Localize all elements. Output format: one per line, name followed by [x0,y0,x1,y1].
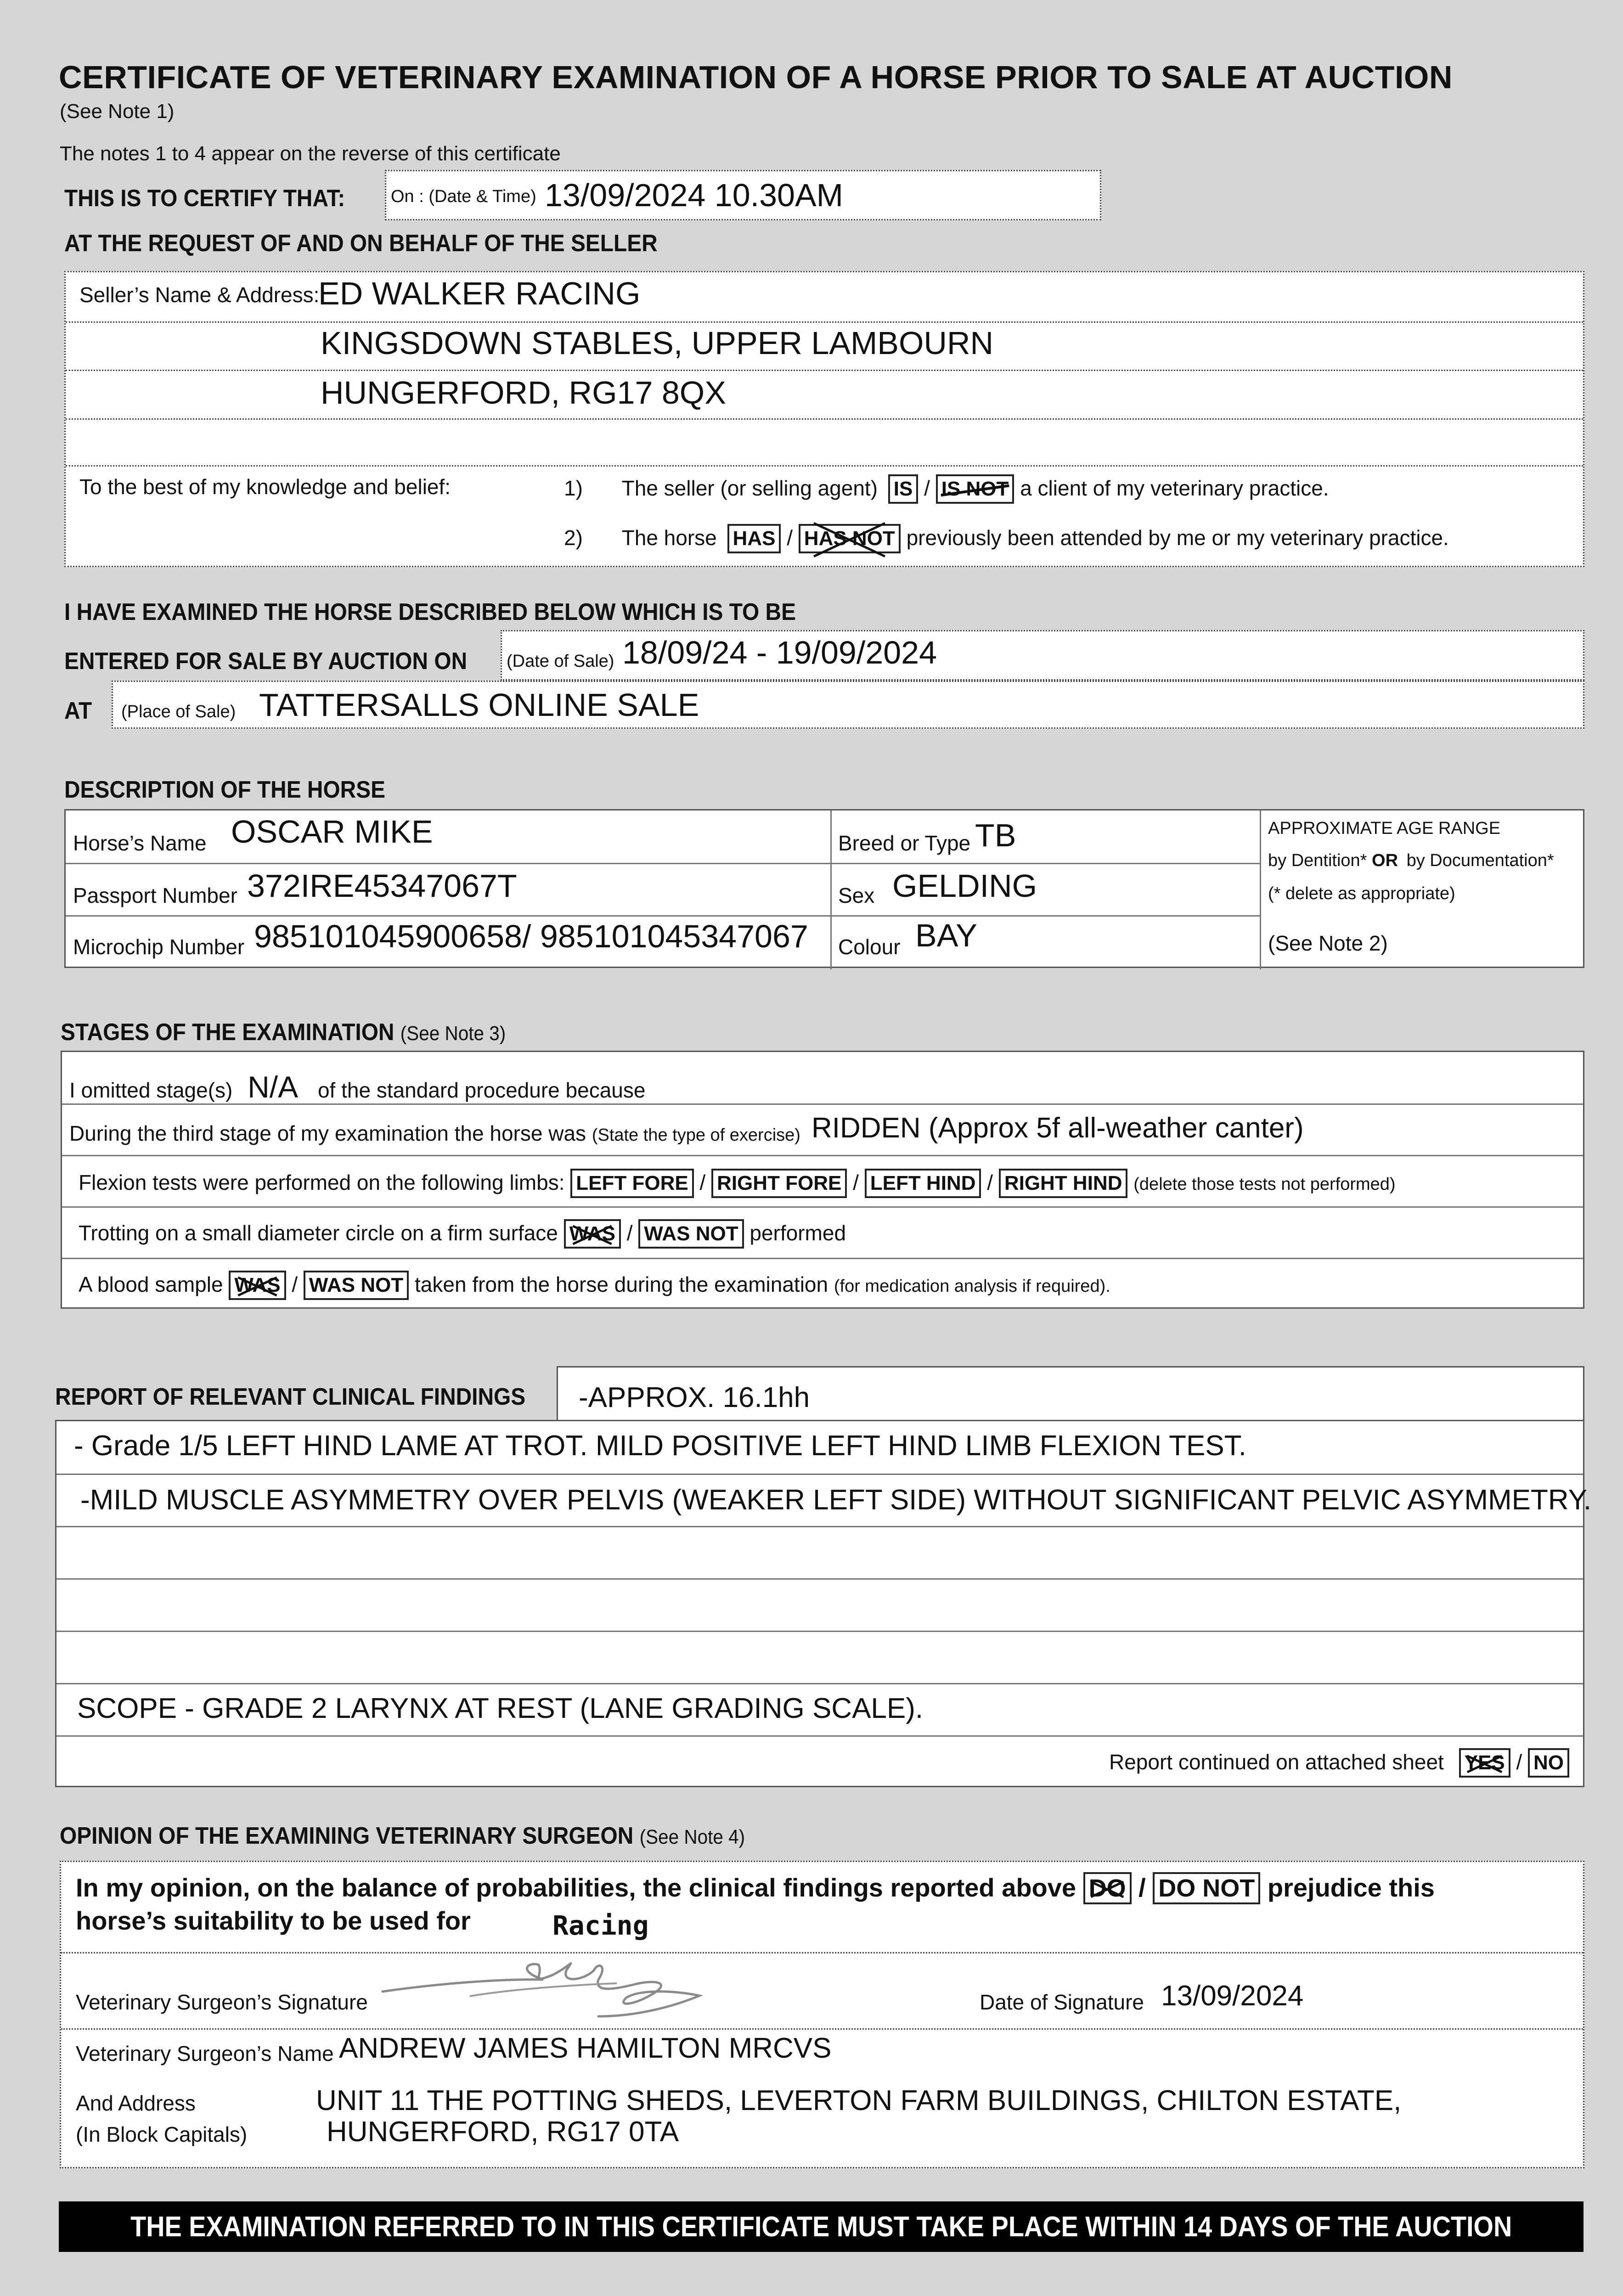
signature-image [378,1952,791,2026]
trot-was-not-option[interactable]: WAS NOT [638,1219,744,1249]
certificate-title: CERTIFICATE OF VETERINARY EXAMINATION OF A HORSE PRIOR TO SALE AT AUCTION [59,59,1453,95]
blood-was-option[interactable]: WAS [229,1271,286,1300]
statement-1-post: a client of my veterinary practice. [1020,476,1329,500]
separator: / [987,1171,993,1194]
third-stage-label: During the third stage of my examination the horse was [69,1121,586,1145]
statement-1 [564,474,1329,504]
intended-use-value[interactable]: Racing [552,1910,649,1941]
date-time-value: 13/09/2024 10.30AM [545,177,843,213]
flexion-note: (delete those tests not performed) [1133,1175,1396,1194]
seller-label: Seller’s Name & Address: [79,283,320,307]
date-of-sale-label: (Date of Sale) [507,652,614,671]
by-dentition-option[interactable]: by Dentition* [1268,851,1367,870]
trot-row [79,1219,846,1249]
report-lines [55,1420,1592,1787]
statement-1-number: 1) [564,476,583,500]
address-block-caps-label: (In Block Capitals) [76,2122,248,2146]
seller-line-3[interactable]: HUNGERFORD, RG17 8QX [321,375,726,411]
report-line-3[interactable]: SCOPE - GRADE 2 LARYNX AT REST (LANE GRADING SCALE). [77,1693,924,1724]
continued-yes-option[interactable]: YES [1459,1748,1510,1778]
blood-post: taken from the horse during the examination [415,1272,828,1296]
separator: / [1516,1750,1522,1774]
omitted-post: of the standard procedure because [317,1078,646,1102]
notes-line: The notes 1 to 4 appear on the reverse of this certificate [60,142,561,165]
blood-was-not-option[interactable]: WAS NOT [304,1271,409,1300]
opinion-line-1 [76,1872,1435,1904]
seller-section [64,271,1584,567]
separator: / [626,1221,633,1245]
statement-1-text: The seller (or selling agent) [621,476,878,500]
see-note-3: (See Note 3) [400,1022,506,1045]
opinion-label [60,1822,745,1850]
or-label: OR [1372,851,1398,870]
separator: / [853,1171,859,1194]
delete-note: (* delete as appropriate) [1268,884,1455,903]
footer-text: THE EXAMINATION REFERRED TO IN THIS CERTIFICATE MUST TAKE PLACE WITHIN 14 DAYS OF THE AUCTION [130,2211,1512,2243]
continued-no-option[interactable]: NO [1528,1748,1569,1778]
opinion-text-2: horse’s suitability to be used for [76,1906,471,1935]
address-line-1[interactable]: UNIT 11 THE POTTING SHEDS, LEVERTON FARM BUILDINGS, CHILTON ESTATE, [316,2085,1402,2116]
at-label: AT [64,698,92,724]
knowledge-label: To the best of my knowledge and belief: [79,475,451,499]
statement-2-post: previously been attended by me or my veterinary practice. [906,526,1449,550]
statement-2-number: 2) [564,526,583,550]
trot-was-option[interactable]: WAS [564,1219,621,1249]
horse-name-label: Horse’s Name [73,831,207,855]
see-note-2: (See Note 2) [1268,931,1388,955]
report-first-line-field[interactable] [557,1366,1584,1421]
exercise-type-hint: (State the type of exercise) [592,1125,800,1145]
age-range-method [1268,851,1554,871]
opinion-text-1: In my opinion, on the balance of probabilities, the clinical findings reported above [76,1873,1076,1902]
age-range-title: APPROXIMATE AGE RANGE [1268,819,1501,838]
stages-title: STAGES OF THE EXAMINATION [61,1019,394,1046]
place-of-sale-value: TATTERSALLS ONLINE SALE [259,687,699,723]
date-of-sale-field[interactable] [501,630,1584,681]
date-of-signature-value[interactable]: 13/09/2024 [1161,1980,1304,2012]
report-line-2[interactable]: -MILD MUSCLE ASYMMETRY OVER PELVIS (WEAKER LEFT SIDE) WITHOUT SIGNIFICANT PELVIC ASYMMETRY. [80,1484,1592,1516]
by-documentation-option[interactable]: by Documentation* [1406,851,1554,870]
colour-label: Colour [838,935,901,959]
third-stage-row [69,1121,800,1146]
see-note-4: (See Note 4) [639,1826,745,1848]
omitted-row [69,1069,645,1104]
horse-has-option[interactable]: HAS [727,524,781,553]
colour-value[interactable]: BAY [915,917,977,953]
address-label: And Address [76,2091,196,2115]
omitted-value[interactable]: N/A [248,1070,299,1104]
omitted-label: I omitted stage(s) [69,1078,233,1102]
blood-row [79,1271,1110,1300]
seller-line-2[interactable]: KINGSDOWN STABLES, UPPER LAMBOURN [321,325,994,361]
blood-label: A blood sample [79,1272,223,1296]
seller-line-1[interactable]: ED WALKER RACING [318,276,641,311]
sex-label: Sex [838,884,875,907]
opinion-section [60,1861,1584,2168]
address-line-2[interactable]: HUNGERFORD, RG17 0TA [327,2116,679,2148]
microchip-value[interactable]: 985101045900658/ 985101045347067 [254,918,808,954]
date-time-label: On : (Date & Time) [391,187,536,206]
opinion-title: OPINION OF THE EXAMINING VETERINARY SURGEON [60,1823,634,1849]
report-line-0: -APPROX. 16.1hh [579,1382,810,1413]
separator: / [1138,1873,1146,1902]
passport-label: Passport Number [73,884,237,907]
report-continued-label: Report continued on attached sheet [1109,1750,1444,1774]
separator: / [787,526,793,550]
statement-2-text: The horse [621,526,717,550]
report-continued-row [1109,1748,1569,1778]
horse-has-not-option[interactable]: HAS NOT [799,524,901,553]
trot-label: Trotting on a small diameter circle on a firm surface [79,1221,558,1245]
right-hind-option[interactable]: RIGHT HIND [999,1169,1128,1198]
seller-is-option[interactable]: IS [888,474,919,504]
separator: / [699,1171,706,1194]
date-of-signature-label: Date of Signature [980,1990,1144,2014]
certify-label: THIS IS TO CERTIFY THAT: [64,185,345,212]
footer-banner [59,2201,1584,2252]
examined-label: I HAVE EXAMINED THE HORSE DESCRIBED BELOW WHICH IS TO BE [64,599,796,625]
breed-value[interactable]: TB [975,817,1016,853]
do-option[interactable]: DO [1083,1872,1132,1904]
left-hind-option[interactable]: LEFT HIND [865,1169,981,1198]
stages-table [61,1051,1584,1309]
stages-label [61,1019,506,1046]
horse-description-table [64,809,1584,968]
see-note-1: (See Note 1) [60,100,175,123]
trot-post: performed [750,1221,846,1245]
sex-value[interactable]: GELDING [892,868,1037,904]
separator: / [924,476,930,500]
exercise-type-value[interactable]: RIDDEN (Approx 5f all-weather canter) [812,1112,1304,1144]
flexion-row [79,1169,1396,1198]
horse-name-value[interactable]: OSCAR MIKE [231,814,433,850]
flexion-label: Flexion tests were performed on the following limbs: [79,1171,565,1194]
passport-value[interactable]: 372IRE45347067T [247,868,517,904]
place-of-sale-label: (Place of Sale) [121,702,236,721]
signature-label: Veterinary Surgeon’s Signature [76,1990,368,2014]
date-time-field[interactable] [385,170,1101,220]
report-label: REPORT OF RELEVANT CLINICAL FINDINGS [55,1384,526,1410]
surgeon-name-value[interactable]: ANDREW JAMES HAMILTON MRCVS [339,2032,832,2064]
statement-2 [564,524,1449,553]
entered-label: ENTERED FOR SALE BY AUCTION ON [64,648,468,675]
surgeon-name-label: Veterinary Surgeon’s Name [76,2042,334,2065]
breed-label: Breed or Type [838,831,971,855]
report-line-1[interactable]: - Grade 1/5 LEFT HIND LAME AT TROT. MILD POSITIVE LEFT HIND LIMB FLEXION TEST. [74,1430,1246,1462]
blood-note: (for medication analysis if required). [834,1277,1110,1296]
seller-is-not-option[interactable]: IS NOT [936,474,1014,504]
do-not-option[interactable]: DO NOT [1153,1872,1260,1904]
left-fore-option[interactable]: LEFT FORE [570,1169,693,1198]
request-label: AT THE REQUEST OF AND ON BEHALF OF THE SELLER [64,230,658,257]
separator: / [292,1272,298,1296]
right-fore-option[interactable]: RIGHT FORE [711,1169,847,1198]
opinion-text-1-post: prejudice this [1267,1873,1435,1902]
microchip-label: Microchip Number [73,935,245,959]
description-label: DESCRIPTION OF THE HORSE [64,777,386,803]
place-of-sale-field[interactable] [112,681,1584,729]
date-of-sale-value: 18/09/24 - 19/09/2024 [622,635,937,670]
